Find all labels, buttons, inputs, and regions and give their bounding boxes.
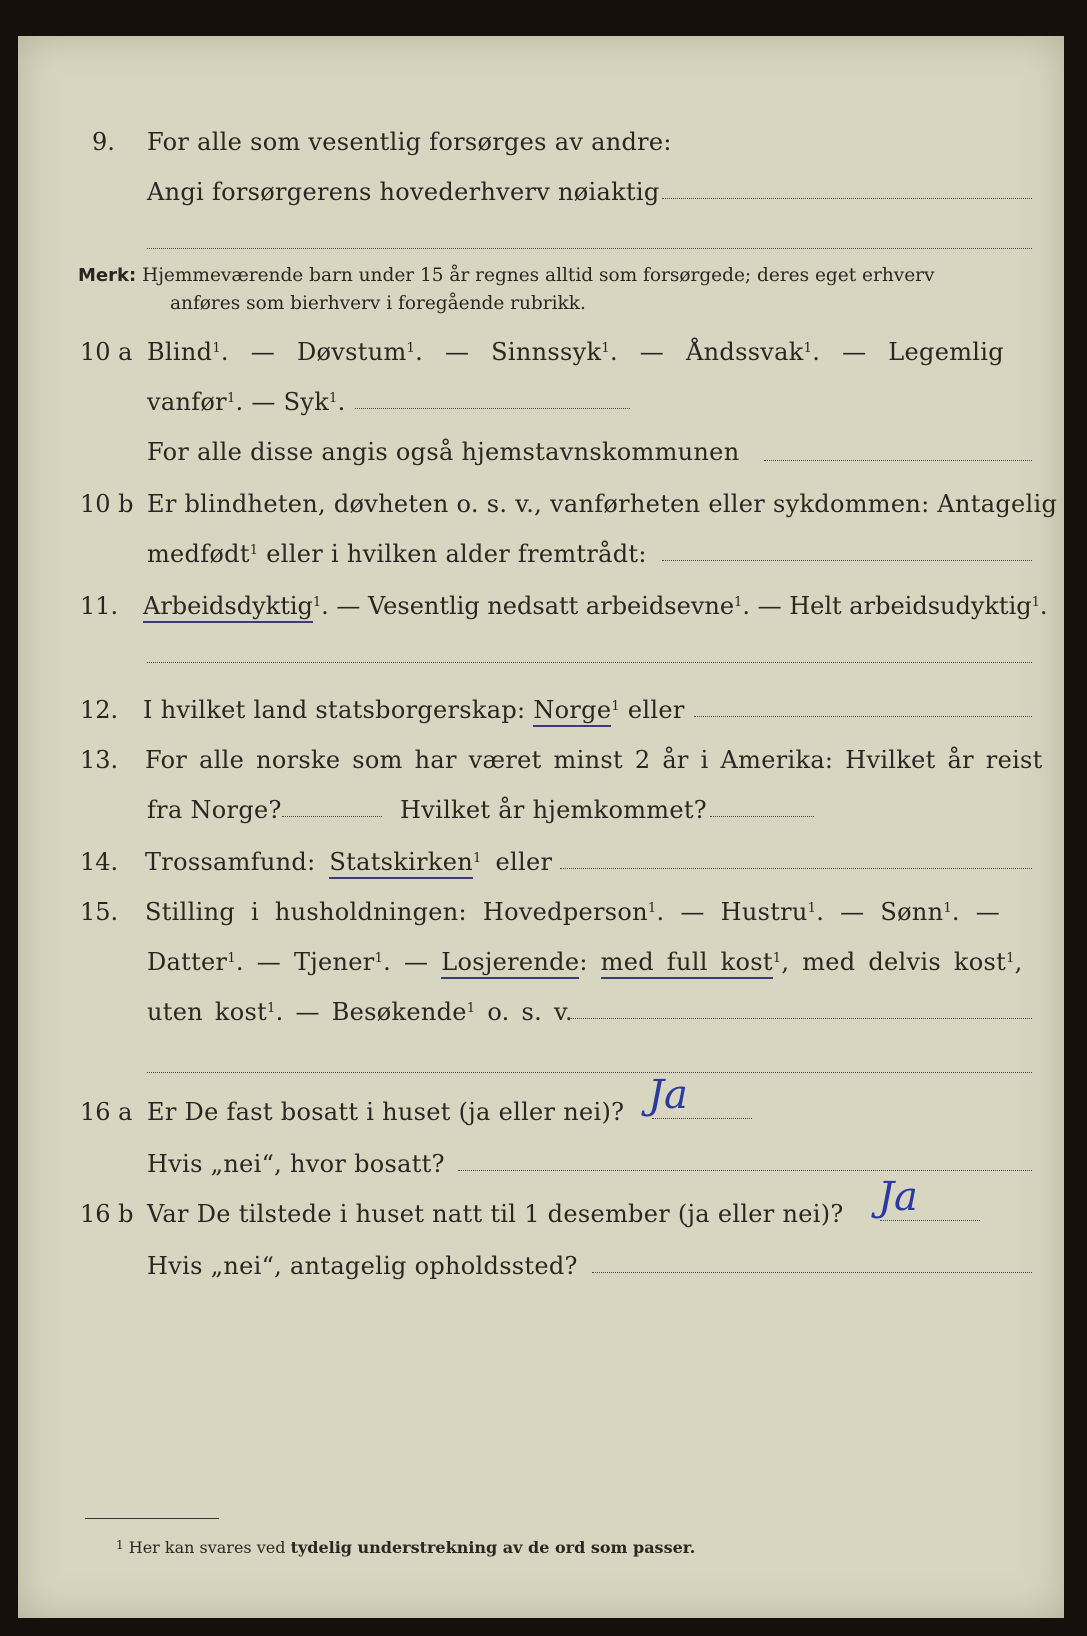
option-udyktig[interactable]: — Helt arbeidsudyktig (757, 592, 1032, 620)
option-delvis-kost[interactable]: med delvis kost (802, 948, 1007, 976)
q15-number: 15. (80, 898, 119, 926)
footnote-mark: 1 (212, 341, 221, 356)
footnote-mark: 1 (807, 901, 817, 916)
footnote-mark: 1 (772, 951, 782, 966)
q16b-handwritten-answer: Ja (878, 1174, 918, 1220)
footnote-number: 1 (116, 1538, 124, 1552)
q13-fra: fra Norge? (147, 796, 282, 824)
q12-line (143, 696, 685, 724)
option-nedsatt[interactable]: — Vesentlig nedsatt arbeidsevne (336, 592, 735, 620)
q15-dash: — (975, 898, 1001, 926)
option-hustru[interactable]: — Hustru (680, 898, 808, 926)
q15-dash2: — (404, 948, 429, 976)
merk-label: Merk: (78, 265, 137, 286)
option-uten-kost[interactable]: uten kost (147, 998, 268, 1026)
footnote (116, 1538, 695, 1557)
merk-note (78, 264, 934, 288)
q16a-bosatt-line[interactable] (458, 1170, 1032, 1171)
q10b-rest: eller i hvilken alder fremtrådt: (266, 540, 647, 568)
option-blind[interactable]: Blind (147, 338, 213, 366)
q10a-line1: Blind$^1$. — Døvstum$^1$. — Sinnssyk$^1$. — Åndssvak$^1$. — Legemlig (147, 338, 1004, 366)
footnote-mark: 1 (601, 341, 610, 356)
option-vanfor[interactable]: vanfør (147, 388, 227, 416)
q13-number: 13. (80, 746, 119, 774)
q13-line1: For alle norske som har været minst 2 år i Amerika: Hvilket år reist (145, 746, 1043, 774)
q10a-syk-line[interactable] (355, 408, 630, 409)
option-tjener[interactable]: — Tjener (256, 948, 375, 976)
q11-line: Arbeidsdyktig$^1$. — Vesentlig nedsatt arbeidsevne$^1$. — Helt arbeidsudyktig$^1$. (143, 592, 1048, 620)
q15-colon: : (579, 948, 588, 976)
footnote-mark: 1 (249, 543, 259, 558)
q12-answer-line[interactable] (694, 716, 1032, 717)
q9-answer-line[interactable] (662, 198, 1032, 199)
option-andssvak[interactable]: — Åndssvak (639, 338, 804, 366)
footnote-mark: 1 (943, 901, 952, 916)
q14-text: Trossamfund: (145, 848, 316, 876)
option-losjerende[interactable]: Losjerende (441, 948, 579, 979)
footnote-mark: 1 (329, 391, 338, 406)
footnote-mark: 1 (1006, 951, 1015, 966)
merk-line1: Hjemmeværende barn under 15 år regnes alltid som forsørgede; deres eget erhverv (142, 265, 935, 286)
q10b-answer-line[interactable] (662, 560, 1032, 561)
q16b-opholdssted-line[interactable] (592, 1272, 1032, 1273)
q16b-line2: Hvis „nei“, antagelig opholdssted? (147, 1252, 578, 1280)
footnote-text-a: Her kan svares ved (128, 1538, 286, 1557)
q15-line1: Stilling i husholdningen: Hovedperson$^1$. — Hustru$^1$. — Sønn$^1$. — (145, 898, 1001, 926)
footnote-mark: 1 (611, 699, 620, 714)
q16b-number: 16 b (80, 1200, 134, 1228)
q15-osv: o. s. v. (487, 998, 573, 1026)
footnote-mark: 1 (312, 595, 322, 610)
q16a-line2: Hvis „nei“, hvor bosatt? (147, 1150, 445, 1178)
option-besokende[interactable]: — Besøkende (295, 998, 467, 1026)
footnote-mark: 1 (374, 951, 384, 966)
q14-number: 14. (80, 848, 119, 876)
q16a-number: 16 a (80, 1098, 133, 1126)
option-medfodt[interactable]: medfødt (147, 540, 250, 568)
q9-line1: For alle som vesentlig forsørges av andre: (147, 128, 672, 156)
footnote-mark: 1 (267, 1001, 276, 1016)
q16b-line1: Var De tilstede i huset natt til 1 desember (ja eller nei)? (147, 1200, 844, 1228)
q13-fra-line[interactable] (282, 816, 382, 817)
footnote-mark: 1 (803, 341, 813, 356)
footnote-mark: 1 (406, 341, 416, 356)
option-arbeidsdyktig[interactable]: Arbeidsdyktig (143, 592, 313, 623)
q16a-line1: Er De fast bosatt i huset (ja eller nei)? (147, 1098, 625, 1126)
q10a-line3: For alle disse angis også hjemstavnskommunen (147, 438, 740, 466)
q10b-number: 10 b (80, 490, 134, 518)
option-hovedperson[interactable]: Stilling i husholdningen: Hovedperson (145, 898, 648, 926)
q9-number: 9. (92, 128, 115, 156)
footnote-rule (85, 1518, 219, 1519)
q9-extra-line[interactable] (147, 248, 1032, 249)
q10b-line2 (147, 540, 647, 568)
q12-number: 12. (80, 696, 119, 724)
q9-line2: Angi forsørgerens hovederhverv nøiaktig (147, 178, 660, 206)
merk-line2: anføres som bierhverv i foregående rubrikk. (170, 293, 586, 314)
option-sinnssyk[interactable]: — Sinnssyk (444, 338, 602, 366)
q15-extra-line[interactable] (147, 1072, 1032, 1073)
q10a-line2: vanfør$^1$. — Syk$^1$. (147, 388, 346, 416)
q10a-answer-line[interactable] (764, 460, 1032, 461)
footnote-mark: 1 (466, 1001, 476, 1016)
option-dovstum[interactable]: — Døvstum (250, 338, 407, 366)
q12-text: I hvilket land statsborgerskap: (143, 696, 526, 724)
q15-line2: Datter$^1$. — Tjener$^1$. — Losjerende: med full kost$^1$, med delvis kost$^1$, (147, 948, 1023, 976)
q12-eller: eller (627, 696, 685, 724)
footnote-mark: 1 (226, 391, 236, 406)
option-datter[interactable]: Datter (147, 948, 228, 976)
footnote-mark: 1 (734, 595, 743, 610)
q16a-answer-line[interactable] (652, 1118, 752, 1119)
q13-hjem: Hvilket år hjemkommet? (400, 796, 707, 824)
option-statskirken[interactable]: Statskirken (329, 848, 473, 879)
q15-answer-line[interactable] (568, 1018, 1032, 1019)
q13-hjem-line[interactable] (710, 816, 814, 817)
footnote-mark: 1 (647, 901, 657, 916)
q11-number: 11. (80, 592, 119, 620)
q10a-number: 10 a (80, 338, 133, 366)
option-sonn[interactable]: — Sønn (840, 898, 944, 926)
option-full-kost[interactable]: med full kost (601, 948, 773, 979)
q14-line (145, 848, 552, 876)
footnote-mark: 1 (1031, 595, 1040, 610)
q14-eller: eller (495, 848, 553, 876)
q11-extra-line[interactable] (147, 662, 1032, 663)
footnote-mark: 1 (227, 951, 236, 966)
q10b-line1: Er blindheten, døvheten o. s. v., vanførheten eller sykdommen: Antagelig (147, 490, 1058, 518)
option-syk[interactable]: — Syk (251, 388, 330, 416)
q14-answer-line[interactable] (560, 868, 1032, 869)
footnote-text-b: tydelig understrekning av de ord som passer. (290, 1538, 696, 1557)
footnote-mark: 1 (472, 851, 482, 866)
q15-line3: uten kost$^1$. — Besøkende$^1$ o. s. v. (147, 998, 573, 1026)
option-legemlig[interactable]: — Legemlig (842, 338, 1004, 366)
q16a-handwritten-answer: Ja (648, 1072, 688, 1118)
q16b-answer-line[interactable] (880, 1220, 980, 1221)
option-norge[interactable]: Norge (533, 696, 611, 727)
